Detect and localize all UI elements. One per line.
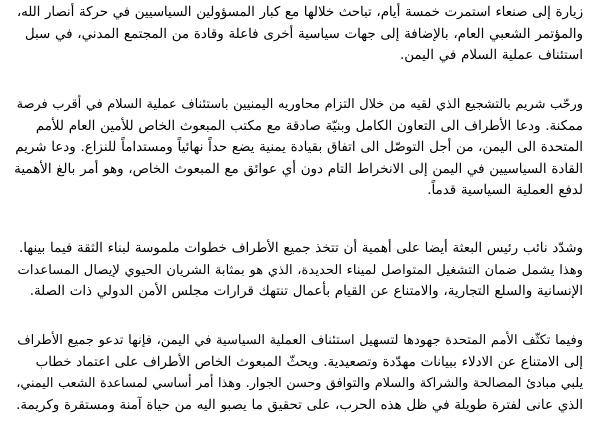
text-line: ورحّب شريم بالتشجيع الذي لقيه من خلال التزام محاوريه اليمنيين باستئناف عملية السلام في أقرب فرصة xyxy=(16,97,583,112)
text-line: استئناف عملية السلام في اليمن. xyxy=(399,48,583,63)
paragraph-envoy-cooperation xyxy=(14,94,583,202)
text-line: يلبي مبادئ المصالحة والشراكة والسلام والتوافق وحسن الجوار. وهذا أمر أساسي لمساعدة الشعب اليمني، xyxy=(16,376,583,391)
text-line: والمؤتمر الشعبي العام، بالإضافة إلى جهات سياسية أخرى فاعلة وقادة من المجتمع المدني، في سبل xyxy=(24,26,583,42)
text-line: إلى الامتناع عن الادلاء ببيانات مهدّدة وتصعيدية. ويحثّ المبعوث الخاص الأطراف على اعتماد خطاب xyxy=(35,354,583,370)
text-line: الإنسانية والسلع التجارية، والامتناع عن القيام بأعمال تنتهك قرارات مجلس الأمن الدولي ذات الصلة. xyxy=(29,284,583,299)
text-line: المتحدة الى اليمن، من أجل التوصّل الى اتفاق بقيادة يمنية يضع حداً نهائياً ومستداماً للنزاع. ودعا شريم xyxy=(15,140,583,155)
text-line: زيارة إلى صنعاء استمرت خمسة أيام، تباحث خلالها مع كبار المسؤولين السياسيين في حركة أنصار الله، xyxy=(16,5,583,20)
text-line: ممكنة. ودعا الأطراف الى التعاون الكامل وبنيّة صادقة مع مكتب المبعوث الخاص للأمين العام للأمم xyxy=(35,118,583,134)
paragraph-confidence-building xyxy=(14,238,583,303)
text-line: وفيما تكثّف الأمم المتحدة جهودها لتسهيل استئناف العملية السياسية في اليمن، فإنها تدعو جميع الأطراف xyxy=(17,333,583,348)
text-line: القادة السياسيين في اليمن إلى الانخراط التام دون أي عوائق مع المبعوث الخاص، وهو أمر بالغ الأهمية xyxy=(14,161,583,177)
paragraph-visit-summary xyxy=(14,2,583,67)
text-line: الذي عانى لفترة طويلة في ظل هذه الحرب، على تحقيق ما يصبو اليه من حياة آمنة ومستقرة وكريمة. xyxy=(16,397,583,413)
text-line: وهذا يشمل ضمان التشغيل المتواصل لميناء الحديدة، الذي هو بمثابة الشريان الحيوي لإيصال المساعدات xyxy=(17,262,583,278)
text-line: لدفع العملية السياسية قدماً. xyxy=(427,183,583,198)
text-line: وشدّد نائب رئيس البعثة أيضا على أهمية أن تتخذ جميع الأطراف خطوات ملموسة لبناء الثقة فيما بينها. xyxy=(18,241,583,256)
paragraph-political-process xyxy=(14,330,583,416)
